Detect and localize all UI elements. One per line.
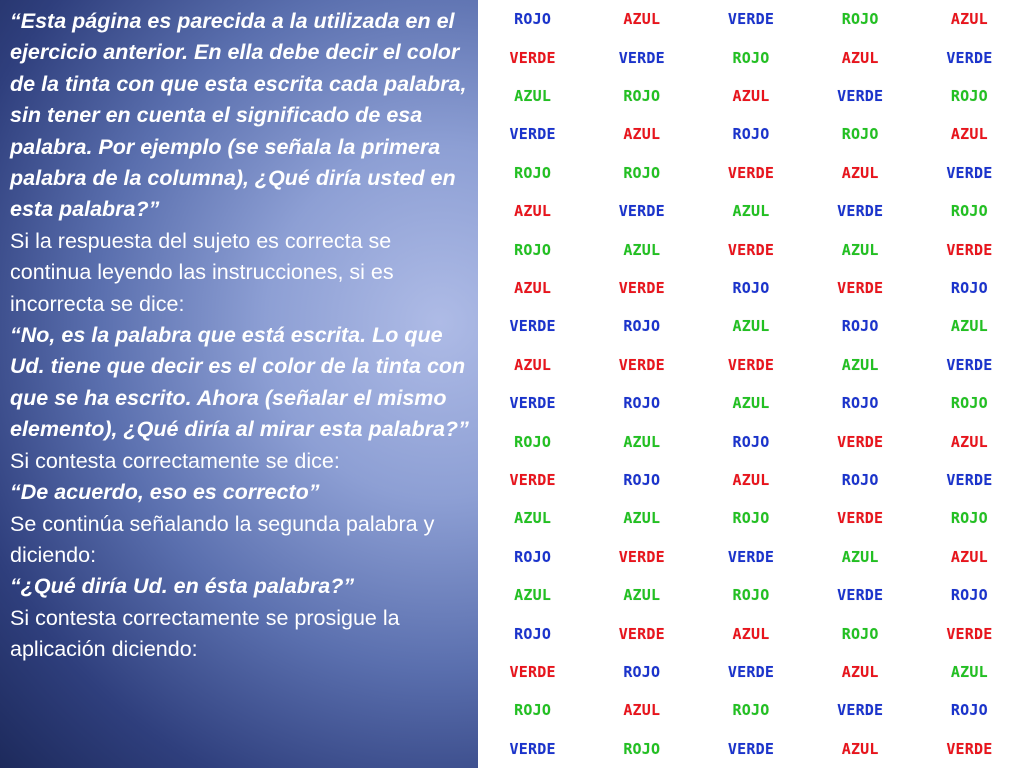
stroop-word: VERDE	[618, 547, 665, 566]
stroop-word: AZUL	[950, 547, 988, 566]
stroop-word: ROJO	[950, 586, 988, 605]
stroop-word: AZUL	[514, 355, 552, 374]
stroop-word: AZUL	[841, 48, 879, 67]
stroop-word: ROJO	[732, 586, 770, 605]
stroop-word: AZUL	[732, 470, 770, 489]
stroop-word: AZUL	[514, 86, 552, 105]
stroop-word: AZUL	[841, 739, 879, 758]
instruction-paragraph-5: “De acuerdo, eso es correcto”	[10, 480, 320, 505]
stroop-word: AZUL	[623, 240, 661, 259]
stroop-word: ROJO	[841, 394, 879, 413]
instruction-paragraph-8: Si contesta correctamente se prosigue la aplicación diciendo:	[10, 605, 400, 662]
stroop-word: ROJO	[950, 278, 988, 297]
stroop-word: VERDE	[946, 624, 993, 643]
stroop-word: ROJO	[623, 470, 661, 489]
stroop-word: AZUL	[623, 509, 661, 528]
stroop-word: AZUL	[841, 662, 879, 681]
stroop-word: ROJO	[623, 662, 661, 681]
stroop-word: VERDE	[837, 86, 884, 105]
stroop-word: AZUL	[841, 163, 879, 182]
stroop-word: ROJO	[841, 317, 879, 336]
stroop-word: AZUL	[732, 86, 770, 105]
stroop-word: ROJO	[514, 624, 552, 643]
stroop-word: AZUL	[732, 317, 770, 336]
stroop-word: AZUL	[841, 240, 879, 259]
instructions-panel	[0, 0, 478, 768]
stroop-word: AZUL	[623, 10, 661, 29]
stroop-word: VERDE	[837, 432, 884, 451]
stroop-word: ROJO	[732, 278, 770, 297]
stroop-word: VERDE	[727, 739, 775, 758]
instruction-paragraph-3: “No, es la palabra que está escrita. Lo que Ud. tiene que decir es el color de la tinta con que se ha escrito. Ahora (señalar el mismo elemento), ¿Qué diría al mirar esta palabra?”	[10, 323, 469, 442]
stroop-word: AZUL	[514, 509, 552, 528]
stroop-word: ROJO	[732, 125, 770, 144]
stroop-word: ROJO	[623, 739, 661, 758]
stroop-word: ROJO	[623, 317, 661, 336]
stroop-word: ROJO	[514, 163, 552, 182]
stroop-word: VERDE	[946, 48, 993, 67]
stroop-word-grid	[478, 0, 1024, 768]
stroop-word: VERDE	[509, 662, 556, 681]
stroop-word-panel	[478, 0, 1024, 768]
instruction-paragraph-2: Si la respuesta del sujeto es correcta se continua leyendo las instrucciones, si es incorrecta se dice:	[10, 228, 394, 316]
stroop-word: VERDE	[727, 547, 775, 566]
stroop-word: VERDE	[509, 125, 556, 144]
stroop-word: VERDE	[946, 240, 993, 259]
stroop-word: VERDE	[837, 202, 884, 221]
stroop-word: VERDE	[946, 739, 993, 758]
stroop-word: AZUL	[732, 202, 770, 221]
stroop-word: VERDE	[618, 355, 665, 374]
stroop-word: ROJO	[732, 509, 770, 528]
stroop-word: ROJO	[841, 125, 879, 144]
stroop-word: VERDE	[727, 240, 775, 259]
stroop-word: ROJO	[732, 48, 770, 67]
stroop-word: AZUL	[950, 317, 988, 336]
stroop-word: ROJO	[950, 701, 988, 720]
instruction-paragraph-6: Se continúa señalando la segunda palabra y diciendo:	[10, 511, 435, 567]
stroop-word: AZUL	[841, 355, 879, 374]
stroop-word: AZUL	[732, 394, 770, 413]
stroop-word: VERDE	[509, 394, 556, 413]
stroop-word: VERDE	[727, 355, 775, 374]
stroop-word: ROJO	[623, 394, 661, 413]
stroop-word: ROJO	[514, 240, 552, 259]
stroop-word: ROJO	[841, 624, 879, 643]
stroop-word: ROJO	[841, 470, 879, 489]
stroop-word: AZUL	[841, 547, 879, 566]
stroop-word: VERDE	[837, 701, 884, 720]
instruction-paragraph-7: “¿Qué diría Ud. en ésta palabra?”	[10, 574, 355, 599]
stroop-word: VERDE	[837, 509, 884, 528]
stroop-word: AZUL	[950, 125, 988, 144]
stroop-word: AZUL	[623, 701, 661, 720]
stroop-word: VERDE	[509, 317, 556, 336]
stroop-word: ROJO	[950, 86, 988, 105]
stroop-word: AZUL	[623, 125, 661, 144]
instructions-text	[10, 6, 472, 666]
stroop-word: ROJO	[950, 509, 988, 528]
instruction-paragraph-4: Si contesta correctamente se dice:	[10, 448, 340, 473]
stroop-word: AZUL	[950, 662, 988, 681]
stroop-word: ROJO	[950, 394, 988, 413]
stroop-word: VERDE	[618, 624, 665, 643]
stroop-word: ROJO	[950, 202, 988, 221]
stroop-word: VERDE	[618, 202, 665, 221]
stroop-word: VERDE	[618, 278, 665, 297]
stroop-word: AZUL	[514, 202, 552, 221]
stroop-word: ROJO	[514, 10, 552, 29]
stroop-word: AZUL	[514, 278, 552, 297]
stroop-word: VERDE	[509, 739, 556, 758]
stroop-word: ROJO	[514, 432, 552, 451]
stroop-word: ROJO	[514, 701, 552, 720]
stroop-word: ROJO	[514, 547, 552, 566]
stroop-word: VERDE	[509, 48, 556, 67]
stroop-word: AZUL	[623, 432, 661, 451]
stroop-word: VERDE	[727, 163, 775, 182]
stroop-word: VERDE	[618, 48, 665, 67]
stroop-word: VERDE	[509, 470, 556, 489]
stroop-word: ROJO	[841, 10, 879, 29]
stroop-word: AZUL	[514, 586, 552, 605]
stroop-word: VERDE	[946, 163, 993, 182]
stroop-word: VERDE	[946, 355, 993, 374]
stroop-word: VERDE	[837, 586, 884, 605]
stroop-word: VERDE	[727, 10, 775, 29]
stroop-word: ROJO	[623, 163, 661, 182]
stroop-word: VERDE	[837, 278, 884, 297]
stroop-word: VERDE	[946, 470, 993, 489]
stroop-word: ROJO	[623, 86, 661, 105]
stroop-word: ROJO	[732, 432, 770, 451]
instruction-paragraph-1: “Esta página es parecida a la utilizada en el ejercicio anterior. En ella debe decir el color de la tinta con que esta escrita cada palabra, sin tener en cuenta el significado de esa palabra. Por ejemplo (se señala la primera palabra de la columna), ¿Qué diría usted en esta palabra?”	[10, 9, 467, 222]
stroop-word: AZUL	[732, 624, 770, 643]
stroop-word: ROJO	[732, 701, 770, 720]
stroop-word: AZUL	[950, 432, 988, 451]
stroop-word: VERDE	[727, 662, 775, 681]
stroop-word: AZUL	[623, 586, 661, 605]
stroop-word: AZUL	[950, 10, 988, 29]
